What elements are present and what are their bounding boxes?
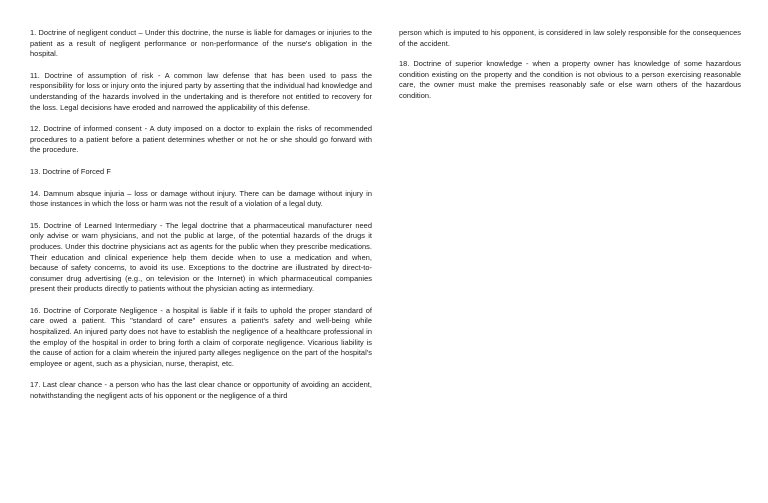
- left-column: [30, 28, 372, 413]
- paragraph-forced-f: 13. Doctrine of Forced F: [30, 166, 111, 176]
- paragraph-learned-intermediary: 15. Doctrine of Learned Intermediary - The legal doctrine that a pharmaceutical manufacturer need only advise or warn physicians, and not the public at large, of the potential hazards of the drugs it produces. Under this doctrine physicians act as agents for the public when they prescribe medications. Their education and clinical experience help them decide when to use a medication and when, because of safety concerns, to avoid its use. Exceptions to the doctrine are illustrated by direct-to-consumer drug advertising (e.g., on television or the Internet) in which pharmaceutical companies present their products directly to patients without the physician acting as intermediary.: [30, 220, 372, 294]
- right-column: [399, 28, 741, 112]
- paragraph-doctrine-negligent-conduct: 1. Doctrine of negligent conduct – Under this doctrine, the nurse is liable for damages or injuries to the patient as a result of negligent performance or non-performance of the nurse's obligation in the hospital.: [30, 28, 372, 59]
- paragraph-last-clear-chance: 17. Last clear chance - a person who has the last clear chance or opportunity of avoiding an accident, notwithstanding the negligent acts of his opponent or the negligence of a third: [30, 380, 372, 401]
- paragraph-corporate-negligence: 16. Doctrine of Corporate Negligence - a hospital is liable if it fails to uphold the proper standard of care owed a patient. This "standard of care" ensures a patient's safety and well-being while hospitalized. An injured party does not have to establish the negligence of a healthcare professional in the employ of the hospital in order to bring forth a claim of corporate negligence. Vicarious liability is the cause of action for a claim wherein the injured party alleges negligence on the part of the hospital's employee or agent, such as a physician, nurse, therapist, etc.: [30, 305, 372, 368]
- paragraph-damnum-absque-injuria: 14. Damnum absque injuria – loss or damage without injury. There can be damage without injury in those instances in which the loss or harm was not the result of a violation of a legal duty.: [30, 188, 372, 209]
- paragraph-informed-consent: 12. Doctrine of informed consent - A duty imposed on a doctor to explain the risks of recommended procedures to a patient before a patient determines whether or not he or she should go forward with the procedure.: [30, 124, 372, 155]
- paragraph-superior-knowledge: 18. Doctrine of superior knowledge - when a property owner has knowledge of some hazardous condition existing on the property and the condition is not obvious to a person exercising reasonable care, the owner must make the premises reasonably safe or else warn others of the hazardous condition.: [399, 59, 741, 100]
- paragraph-last-clear-chance-continued: person which is imputed to his opponent, is considered in law solely responsible for the consequences of the accident.: [399, 28, 741, 48]
- paragraph-assumption-of-risk: 11. Doctrine of assumption of risk - A common law defense that has been used to pass the responsibility for loss or injury onto the injured party by asserting that the individual had knowledge and understanding of the hazards involved in the undertaking and is therefore not entitled to recovery for the loss. Legal decisions have eroded and narrowed the applicability of this defense.: [30, 70, 372, 112]
